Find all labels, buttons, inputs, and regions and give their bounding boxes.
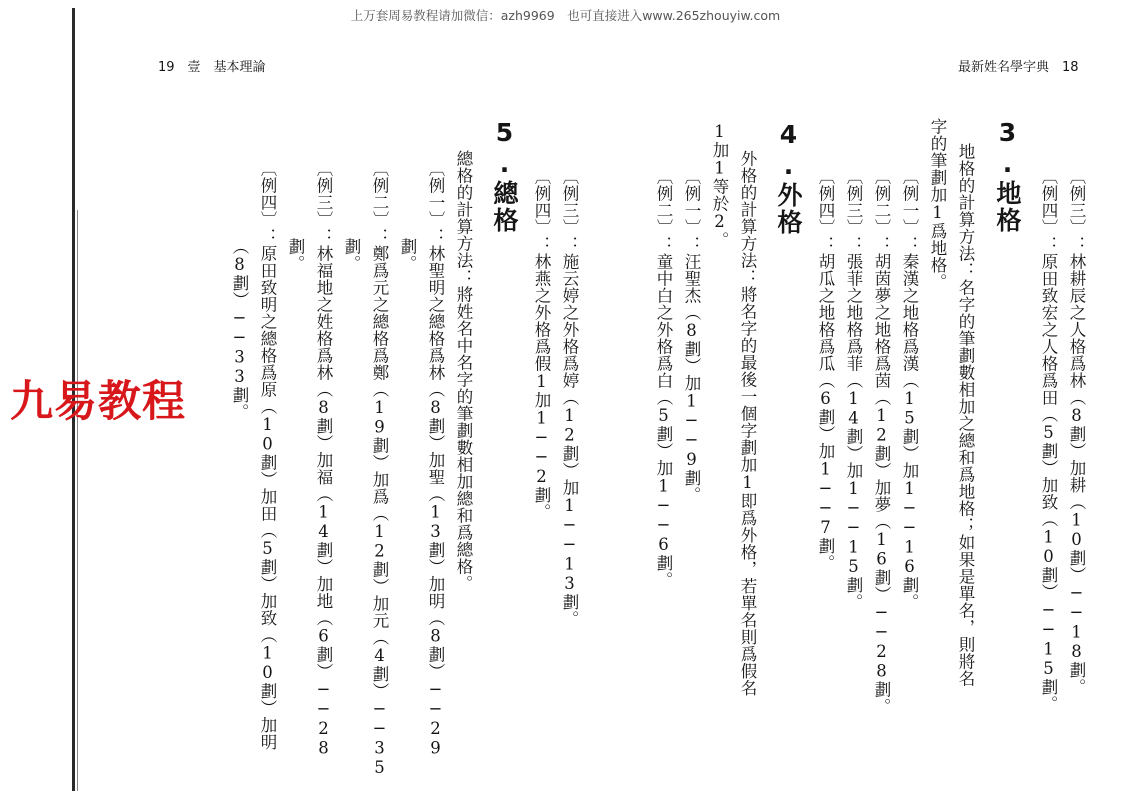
binding-edge-inner <box>77 210 78 791</box>
text-column: 地格的計算方法：名字的筆劃數相加之總和爲地格；如果是單名，則將名 <box>956 143 975 687</box>
text-column: 〔例四〕：胡瓜之地格爲瓜（6劃）加1──7劃。 <box>816 168 835 572</box>
text-column: 〔例四〕：原田致明之總格爲原（10劃）加田（5劃）加致（10劃）加明 <box>258 160 277 751</box>
text-column: 〔例一〕：秦漢之地格爲漢（15劃）加1──16劃。 <box>900 168 919 611</box>
text-column: 〔例三〕：張菲之地格爲菲（14劃）加1──15劃。 <box>844 168 863 611</box>
text-column: （8劃）──33劃。 <box>230 238 249 421</box>
section-heading-di-ge: 3.地格 <box>993 118 1022 234</box>
page-header-right: 最新姓名學字典 18 <box>958 60 1079 75</box>
text-column: 〔例三〕：林福地之姓格爲林（8劃）加福（14劃）加地（6劃）──28 <box>314 160 333 758</box>
top-notice: 上万套周易教程请加微信：azh9969 也可直接进入www.265zhouyiw.com <box>350 8 781 23</box>
watermark: 九易教程 <box>10 377 186 427</box>
text-column: 劃。 <box>286 238 305 272</box>
text-column: 〔例一〕：林聖明之總格爲林（8劃）加聖（13劃）加明（8劃）──29 <box>426 160 445 758</box>
text-column: 劃。 <box>398 238 417 272</box>
section-heading-wai-ge: 4.外格 <box>774 120 803 236</box>
text-column: 〔例三〕：施云婷之外格爲婷（12劃）加1──13劃。 <box>560 168 579 628</box>
text-column: 總格的計算方法：將姓名中名字的筆劃數相加總和爲總格。 <box>454 150 473 592</box>
text-column: 〔例三〕：林耕辰之人格爲林（8劃）加耕（10劃）──18劃。 <box>1067 168 1086 696</box>
text-column: 劃。 <box>342 238 361 272</box>
text-column: 外格的計算方法：將名字的最後一個字劃加1即爲外格，若單名則爲假名 <box>738 150 757 697</box>
text-column: 〔例一〕：汪聖杰（8劃）加1──9劃。 <box>682 168 701 504</box>
text-column: 〔例四〕：原田致宏之人格爲田（5劃）加致（10劃）──15劃。 <box>1039 168 1058 713</box>
text-column: 〔例二〕：童中白之外格爲白（5劃）加1──6劃。 <box>654 168 673 589</box>
text-column: 〔例四〕：林燕之外格爲假1加1──2劃。 <box>532 168 551 521</box>
text-column: 1加1等於2。 <box>710 122 729 249</box>
text-column: 〔例二〕：鄭爲元之總格爲鄭（19劃）加爲（12劃）加元（4劃）──35 <box>370 160 389 778</box>
text-column: 〔例二〕：胡茵夢之地格爲茵（12劃）加夢（16劃）──28劃。 <box>872 168 891 715</box>
section-heading-zong-ge: 5.總格 <box>490 118 519 234</box>
text-column: 字的筆劃加1爲地格。 <box>928 118 947 291</box>
page-header-left: 19 壹 基本理論 <box>158 60 266 75</box>
